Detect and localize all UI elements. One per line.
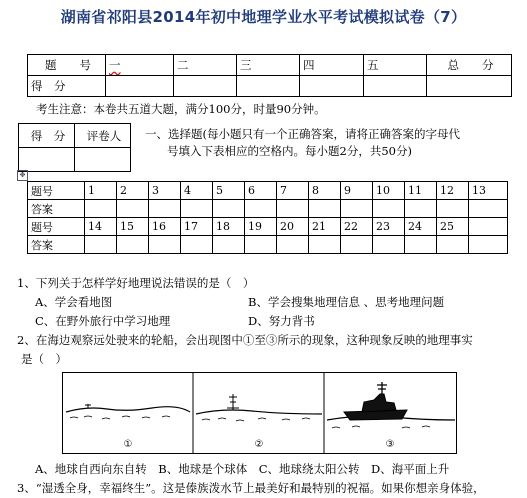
answer-grid-qnum: 10 — [373, 182, 405, 200]
grader-score-label: 得 分 — [19, 124, 75, 148]
answer-cell[interactable] — [309, 200, 341, 218]
answer-grid-qnum: 12 — [437, 182, 469, 200]
answer-grid-qnum: 8 — [309, 182, 341, 200]
answer-grid-qnum: 1 — [85, 182, 117, 200]
answer-cell[interactable] — [85, 200, 117, 218]
answer-grid-qnum: 21 — [309, 218, 341, 236]
answer-grid-empty-cell — [469, 218, 508, 236]
answer-grid-qrow-2 — [28, 218, 508, 236]
answer-cell[interactable] — [181, 200, 213, 218]
question-2-stem-line2: 是（ ） — [21, 352, 67, 366]
score-cell[interactable] — [300, 76, 364, 97]
answer-cell[interactable] — [117, 236, 149, 254]
answer-cell[interactable] — [373, 236, 405, 254]
question-1-stem: 1、下列关于怎样学好地理说法错误的是（ ） — [17, 276, 255, 290]
question-1-option-c: C、在野外旅行中学习地理 — [35, 314, 171, 328]
answer-grid-arow-1 — [28, 200, 508, 218]
score-cell[interactable] — [427, 76, 512, 97]
answer-grid-qnum: 16 — [149, 218, 181, 236]
question-2-options: A、地球自西向东自转 B、地球是个球体 C、地球绕太阳公转 D、海平面上升 — [35, 462, 450, 476]
score-header-1 — [106, 55, 174, 76]
score-header-label: 题 号 — [28, 55, 106, 76]
answer-grid-alabel: 答案 — [28, 236, 85, 254]
answer-cell[interactable] — [405, 200, 437, 218]
grader-table — [18, 123, 131, 172]
grader-header-row — [19, 124, 131, 148]
answer-grid-qnum: 9 — [341, 182, 373, 200]
answer-grid-qnum: 17 — [181, 218, 213, 236]
score-table — [27, 54, 512, 97]
answer-grid-qnum: 2 — [117, 182, 149, 200]
answer-grid-qnum: 3 — [149, 182, 181, 200]
answer-grid-alabel: 答案 — [28, 200, 85, 218]
score-header-1-text: 一 — [109, 58, 121, 72]
answer-grid-empty-cell — [469, 236, 508, 254]
score-value-row — [28, 76, 512, 97]
ship-horizon-figure — [62, 372, 457, 454]
answer-grid-qnum: 7 — [277, 182, 309, 200]
answer-cell[interactable] — [277, 236, 309, 254]
question-1-option-d: D、努力背书 — [248, 314, 315, 328]
answer-cell[interactable] — [469, 200, 508, 218]
answer-grid-qnum: 13 — [469, 182, 508, 200]
answer-cell[interactable] — [149, 236, 181, 254]
answer-cell[interactable] — [85, 236, 117, 254]
figure-label-2: ② — [254, 439, 264, 450]
answer-grid-qnum: 18 — [213, 218, 245, 236]
table-move-handle-icon[interactable]: ✥ — [17, 170, 28, 181]
score-header-row — [28, 55, 512, 76]
answer-cell[interactable] — [277, 200, 309, 218]
question-3-stem-partial: 3、“湿透全身，幸福终生”。这是傣族泼水节上最美好和最特别的祝福。如果你想亲身体验， — [17, 481, 485, 495]
answer-grid-qnum: 5 — [213, 182, 245, 200]
answer-cell[interactable] — [309, 236, 341, 254]
answer-grid-qnum: 4 — [181, 182, 213, 200]
answer-grid-qnum: 20 — [277, 218, 309, 236]
figure-label-3: ③ — [385, 439, 395, 450]
grader-score-cell[interactable] — [19, 148, 75, 172]
question-1-option-a: A、学会看地图 — [35, 295, 113, 309]
exam-notice: 考生注意：本卷共五道大题，满分100分，时量90分钟。 — [36, 102, 326, 116]
answer-grid-qnum: 23 — [373, 218, 405, 236]
answer-grid-qnum: 15 — [117, 218, 149, 236]
question-1-option-b: B、学会搜集地理信息 、思考地理问题 — [248, 295, 445, 309]
answer-cell[interactable] — [405, 236, 437, 254]
answer-cell[interactable] — [341, 200, 373, 218]
answer-grid-qrow-1 — [28, 182, 508, 200]
answer-grid-qlabel: 题号 — [28, 182, 85, 200]
section-1-line2: 号填入下表相应的空格内。每小题2分，共50分) — [167, 144, 412, 158]
exam-title: 湖南省祁阳县2014年初中地理学业水平考试模拟试卷（7） — [60, 8, 467, 26]
answer-cell[interactable] — [117, 200, 149, 218]
answer-grid — [27, 181, 508, 254]
answer-grid-qnum: 25 — [437, 218, 469, 236]
answer-cell[interactable] — [213, 236, 245, 254]
answer-grid-qnum: 6 — [245, 182, 277, 200]
answer-grid-qnum: 19 — [245, 218, 277, 236]
score-header-3: 三 — [237, 55, 300, 76]
answer-grid-qnum: 24 — [405, 218, 437, 236]
grader-name-cell[interactable] — [75, 148, 131, 172]
question-2-stem-line1: 2、在海边观察远处驶来的轮船，会出现图中①至③所示的现象，这种现象反映的地理事实 — [17, 333, 473, 347]
grader-name-label: 评卷人 — [75, 124, 131, 148]
score-header-total: 总 分 — [427, 55, 512, 76]
answer-cell[interactable] — [437, 236, 469, 254]
answer-grid-qlabel: 题号 — [28, 218, 85, 236]
answer-grid-qnum: 14 — [85, 218, 117, 236]
score-cell[interactable] — [174, 76, 237, 97]
answer-cell[interactable] — [245, 200, 277, 218]
grader-value-row — [19, 148, 131, 172]
score-header-2: 二 — [174, 55, 237, 76]
section-1-line1: 一、选择题(每小题只有一个正确答案，请将正确答案的字母代 — [145, 127, 460, 141]
score-cell[interactable] — [237, 76, 300, 97]
section-1-heading — [145, 126, 460, 160]
answer-cell[interactable] — [181, 236, 213, 254]
answer-grid-arow-2 — [28, 236, 508, 254]
figure-label-1: ① — [123, 439, 133, 450]
score-cell[interactable] — [106, 76, 174, 97]
answer-cell[interactable] — [373, 200, 405, 218]
answer-cell[interactable] — [245, 236, 277, 254]
score-header-4: 四 — [300, 55, 364, 76]
answer-cell[interactable] — [149, 200, 181, 218]
score-cell[interactable] — [364, 76, 427, 97]
answer-grid-qnum: 22 — [341, 218, 373, 236]
answer-cell[interactable] — [213, 200, 245, 218]
score-row-label: 得 分 — [28, 76, 106, 97]
score-header-5: 五 — [364, 55, 427, 76]
answer-grid-qnum: 11 — [405, 182, 437, 200]
answer-cell[interactable] — [437, 200, 469, 218]
answer-cell[interactable] — [341, 236, 373, 254]
